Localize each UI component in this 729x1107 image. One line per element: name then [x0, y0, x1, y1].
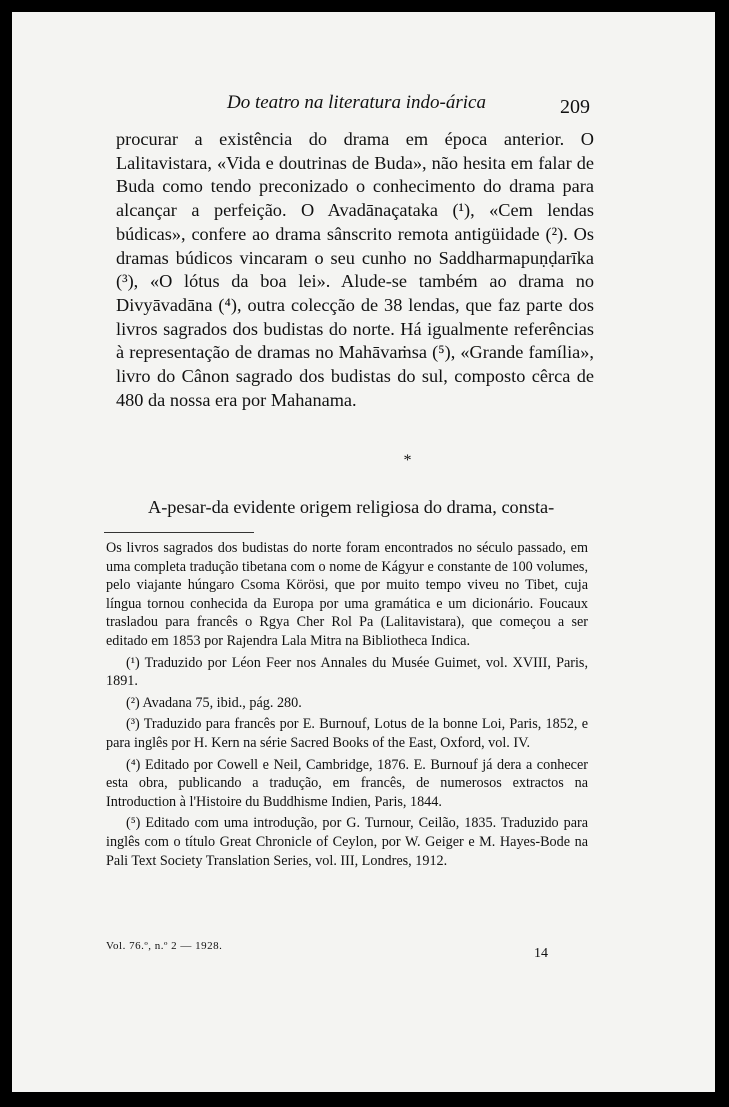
book-page — [12, 12, 715, 1092]
footnote-4 — [106, 756, 588, 812]
footnote-text: Editado por Cowell e Neil, Cambridge, 1876. E. Burnouf já dera a conhecer esta obra, publicando a tradução, em francês, de numerosos extractos na Introduction à l'Histoire du Buddhisme Indien, Paris, 1844. — [106, 756, 589, 810]
footnote-marker: (⁴) — [126, 756, 141, 773]
footnote-marker: (¹) — [126, 654, 140, 671]
footnote-marker: (³) — [126, 716, 140, 733]
main-text — [116, 128, 594, 412]
volume-signature: Vol. 76.º, n.º 2 — 1928. — [106, 940, 223, 952]
footnote-2 — [106, 694, 588, 713]
section-separator — [12, 452, 715, 470]
continuation-line: A-pesar-da evidente origem religiosa do drama, consta- — [148, 497, 555, 517]
footnote-1 — [106, 654, 588, 691]
footnote-text: Traduzido por Léon Feer nos Annales du Musée Guimet, vol. XVIII, Paris, 1891. — [106, 654, 588, 690]
footnote-rule — [104, 532, 254, 533]
footnote-text: Editado com uma introdução, por G. Turnour, Ceilão, 1835. Traduzido para inglês com o título Great Chronicle of Ceylon, por W. Geiger e M. Hayes-Bode na Pali Text Society Translation Series, vol. III, Londres, 1912. — [106, 815, 589, 869]
footnote-marker: (⁵) — [126, 815, 141, 832]
asterisk: * — [403, 452, 412, 469]
footnote-3 — [106, 715, 588, 752]
footnote-text: Avadana 75, ibid., pág. 280. — [142, 694, 302, 711]
footnote-intro: Os livros sagrados dos budistas do norte foram encontrados no século passado, em uma completa tradução tibetana com o nome de Kágyur e constante de 100 volumes, pelo viajante húngaro Csoma Körösi, que por muito tempo viveu no Tibet, cuja língua tornou conhecida da Europa por uma gramática e um dicionário. Foucaux trasladou para francês o Rgya Cher Rol Pa (Lalitavistara), que começou a ser editado em 1853 por Rajendra Lala Mitra na Bibliotheca Indica. — [106, 540, 588, 649]
running-header: Do teatro na literatura indo-árica — [227, 92, 486, 113]
footnotes — [106, 539, 588, 873]
footnote-text: Traduzido para francês por E. Burnouf, Lotus de la bonne Loi, Paris, 1852, e para inglês por H. Kern na série Sacred Books of the East, Oxford, vol. IV. — [106, 716, 589, 751]
sheet-number: 14 — [534, 946, 548, 961]
body-paragraph: procurar a existência do drama em época anterior. O Lalitavistara, «Vida e doutrinas de Buda», não hesita em falar de Buda como tendo preconizado o conhecimento do drama para alcançar a perfeição. O Avadānaçataka (¹), «Cem lendas búdicas», confere ao drama sânscrito remota antigüidade (²). Os dramas búdicos vincaram o seu cunho no Saddharmapuṇḍarīka (³), «O lótus da boa lei». Alude-se também ao drama no Divyāvadāna (⁴), outra colecção de 38 lendas, que faz parte dos livros sagrados dos budistas do norte. Há igualmente referências à representação de dramas no Mahāvaṁsa (⁵), «Grande família», livro do Cânon sagrado dos budistas do sul, composto cêrca de 480 da nossa era por Mahanama. — [116, 129, 594, 410]
footnote-5 — [106, 814, 588, 870]
footnote-marker: (²) — [126, 694, 140, 711]
page-number: 209 — [560, 96, 590, 118]
